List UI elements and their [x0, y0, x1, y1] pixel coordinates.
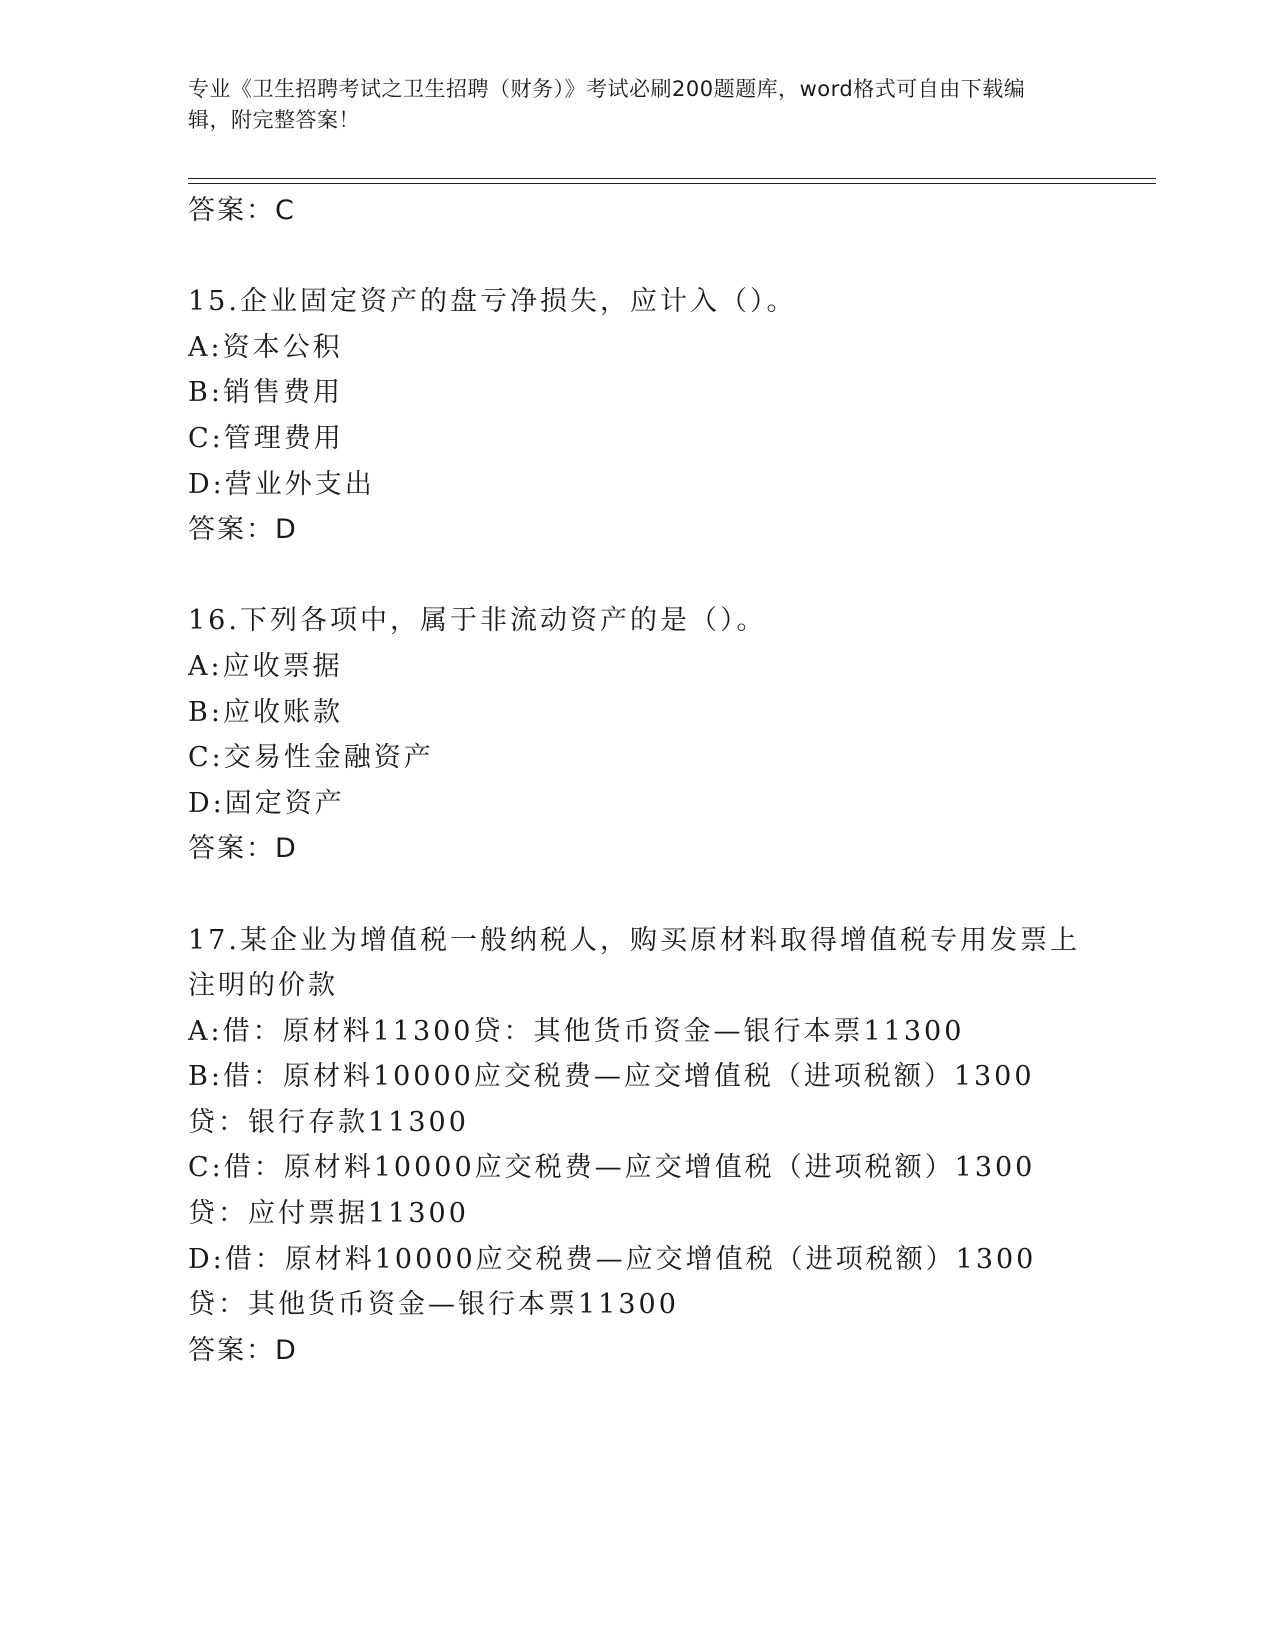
option-a: A:资本公积: [188, 331, 343, 363]
header-intro-text: 专业《卫生招聘考试之卫生招聘（财务）》考试必刷200题题库，word格式可自由下载编辑，附完整答案！: [188, 77, 1026, 132]
option-b: B:应收账款: [188, 696, 343, 728]
option-a: A:应收票据: [188, 650, 343, 682]
option-d: D:借：原材料10000应交税费—应交增值税（进项税额）1300贷：其他货币资金—银行本票11300: [188, 1243, 1037, 1321]
option-c: C:借：原材料10000应交税费—应交增值税（进项税额）1300贷：应付票据11300: [188, 1152, 1036, 1230]
question-16: [188, 598, 1088, 872]
option-c: C:交易性金融资产: [188, 742, 434, 774]
question-answer: 答案：D: [188, 833, 298, 865]
question-stem: 16.下列各项中，属于非流动资产的是（）。: [188, 605, 767, 637]
option-b: B:销售费用: [188, 377, 343, 409]
question-answer: 答案：D: [188, 1334, 298, 1366]
header-divider-bottom: [188, 183, 1156, 184]
spacer: [188, 553, 1088, 599]
spacer: [188, 872, 1088, 918]
question-stem: 15.企业固定资产的盘亏净损失，应计入（）。: [188, 286, 797, 318]
option-c: C:管理费用: [188, 422, 344, 454]
option-b: B:借：原材料10000应交税费—应交增值税（进项税额）1300贷：银行存款11300: [188, 1061, 1035, 1138]
question-list: [188, 188, 1088, 1373]
header-divider-top: [188, 178, 1156, 179]
previous-answer: 答案：C: [188, 195, 296, 226]
spacer: [188, 234, 1088, 280]
option-d: D:营业外支出: [188, 468, 375, 500]
option-a: A:借：原材料11300贷：其他货币资金—银行本票11300: [188, 1015, 965, 1047]
question-answer: 答案：D: [188, 514, 298, 546]
question-stem: 17.某企业为增值税一般纳税人，购买原材料取得增值税专用发票上注明的价款: [188, 924, 1080, 1002]
option-d: D:固定资产: [188, 787, 345, 819]
document-header: [188, 74, 1068, 136]
question-17: [188, 918, 1088, 1374]
question-15: [188, 279, 1088, 553]
